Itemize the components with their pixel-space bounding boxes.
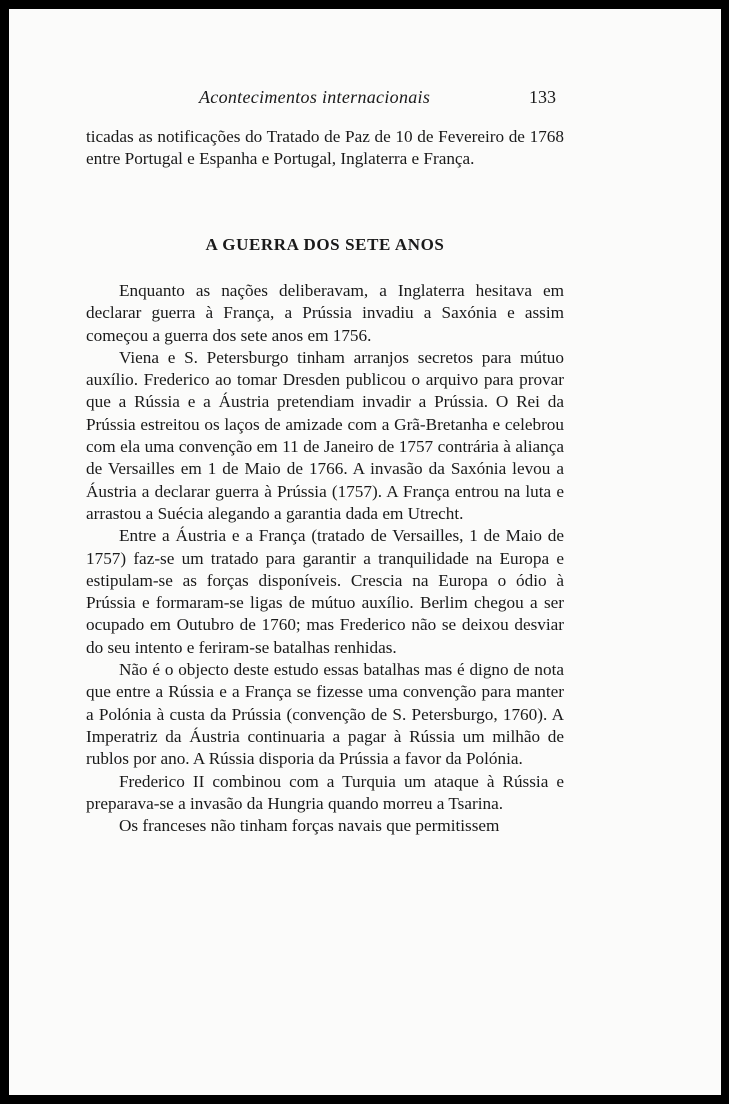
paragraph: Entre a Áustria e a França (tratado de Versailles, 1 de Maio de 1757) faz-se um tratado para garantir a tranquilidade na Europa e estipulam-se as forças disponíveis. Crescia na Europa o ódio à Prússia e formaram-se ligas de mútuo auxílio. Berlim chegou a ser ocupado em Outubro de 1760; mas Frederico não se deixou desviar do seu intento e feriram-se batalhas renhidas.	[86, 526, 564, 657]
paragraph: Enquanto as nações deliberavam, a Inglaterra hesitava em declarar guerra à França, a Prússia invadiu a Saxónia e assim começou a guerra dos sete anos em 1756.	[86, 281, 564, 345]
section-heading: A GUERRA DOS SETE ANOS	[205, 235, 445, 254]
paragraph: Não é o objecto deste estudo essas batalhas mas é digno de nota que entre a Rússia e a França se fizesse uma convenção para manter a Polónia à custa da Prússia (convenção de S. Petersburgo, 1760). A Imperatriz da Áustria continuaria a pagar à Rússia um milhão de rublos por ano. A Rússia disporia da Prússia a favor da Polónia.	[86, 660, 564, 769]
paragraph: Frederico II combinou com a Turquia um ataque à Rússia e preparava-se a invasão da Hungria quando morreu a Tsarina.	[86, 771, 564, 813]
paragraph: Viena e S. Petersburgo tinham arranjos secretos para mútuo auxílio. Frederico ao tomar Dresden publicou o arquivo para provar que a Rússia e a Áustria pretendiam invadir a Prússia. O Rei da Prússia estreitou os laços de amizade com a Grã-Bretanha e celebrou com ela uma convenção em 11 de Janeiro de 1757 contrária à aliança de Versailles em 1 de Maio de 1766. A invasão da Saxónia levou a Áustria a declarar guerra à Prússia (1757). A França entrou na luta e arrastou a Suécia alegando a garantia dada em Utrecht.	[86, 347, 564, 523]
continuation-paragraph	[86, 126, 564, 171]
continuation-text: ticadas as notificações do Tratado de Paz de 10 de Fevereiro de 1768 entre Portugal e Espanha e Portugal, Inglaterra e França.	[86, 127, 564, 169]
body-text	[86, 280, 564, 837]
page-number: 133	[529, 87, 556, 107]
running-title: Acontecimentos internacionais	[199, 87, 431, 107]
book-page	[9, 9, 721, 1095]
running-head	[9, 87, 721, 109]
paragraph: Os franceses não tinham forças navais que permitissem	[119, 816, 500, 836]
